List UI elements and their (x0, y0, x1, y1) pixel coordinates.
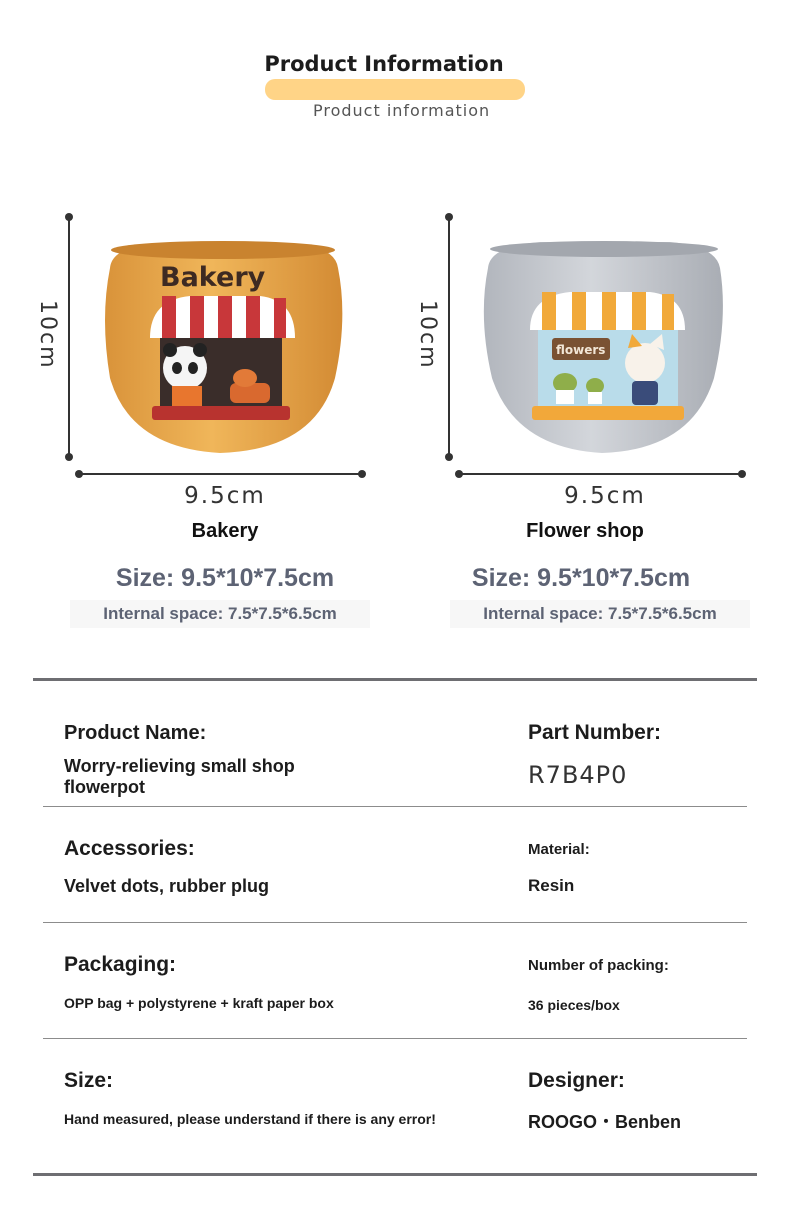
bakery-sign-text: Bakery (160, 262, 266, 293)
product-name-value-line1: Worry-relieving small shop (64, 756, 295, 776)
material-value: Resin (528, 876, 575, 895)
spec-row-divider (43, 1038, 747, 1039)
flower-shop-pot-image (470, 238, 735, 456)
width-dimension-label: 9.5cm (564, 483, 646, 509)
height-dimension-label: 10cm (415, 300, 440, 370)
material-label: Material: (528, 841, 590, 858)
spec-row-divider (43, 806, 747, 807)
size-label: Size: (64, 1069, 114, 1092)
product-size-flower-shop: Size: 9.5*10*7.5cm (471, 564, 691, 592)
product-internal-space-bakery: Internal space: 7.5*7.5*6.5cm (70, 600, 370, 628)
designer-value: ROOGO・Benben (528, 1112, 682, 1132)
product-card-flower-shop (410, 200, 760, 650)
height-dimension-label: 10cm (35, 300, 60, 370)
spec-table-top-border (33, 678, 757, 681)
product-internal-space-flower-shop: Internal space: 7.5*7.5*6.5cm (450, 600, 750, 628)
product-name-value-line2: flowerpot (64, 777, 145, 797)
flower-shop-sign-text: flowers (556, 343, 606, 357)
header (0, 0, 790, 140)
product-size-bakery: Size: 9.5*10*7.5cm (115, 564, 335, 592)
product-name-bakery: Bakery (191, 520, 259, 542)
product-name-label: Product Name: (64, 722, 207, 744)
page-subtitle: Product information (313, 101, 491, 120)
height-dimension-line (68, 216, 70, 458)
packing-number-label: Number of packing: (528, 957, 669, 974)
part-number-value: R7B4P0 (528, 761, 628, 789)
header-highlight-bar (265, 79, 525, 100)
part-number-label: Part Number: (528, 721, 662, 744)
packaging-value: OPP bag + polystyrene + kraft paper box (64, 995, 334, 1011)
designer-label: Designer: (528, 1069, 625, 1092)
spec-table-bottom-border (33, 1173, 757, 1176)
accessories-value: Velvet dots, rubber plug (64, 876, 270, 896)
width-dimension-label: 9.5cm (184, 483, 266, 509)
accessories-label: Accessories: (64, 837, 195, 860)
width-dimension-line (78, 473, 363, 475)
height-dimension-line (448, 216, 450, 458)
packaging-label: Packaging: (64, 953, 177, 976)
product-name-flower-shop: Flower shop (526, 520, 644, 542)
bakery-pot-image (90, 238, 355, 456)
product-card-bakery (30, 200, 380, 650)
spec-row-divider (43, 922, 747, 923)
width-dimension-line (458, 473, 743, 475)
page-title: Product Information (264, 52, 504, 76)
size-value: Hand measured, please understand if there is any error! (64, 1111, 436, 1127)
packing-number-value: 36 pieces/box (528, 997, 620, 1013)
